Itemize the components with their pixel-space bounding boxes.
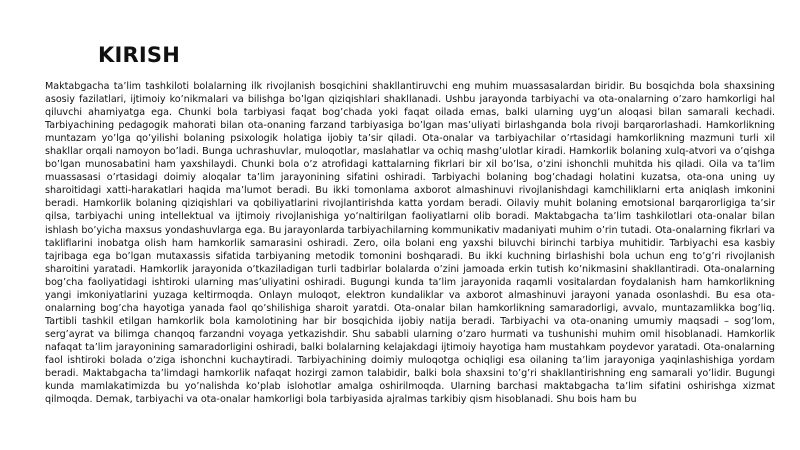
body-paragraph: Maktabgacha ta’lim tashkiloti bolalarning ilk rivojlanish bosqichini shakllantiruvchi eng muhim muassasalardan biridir. Bu bosqichda bola shaxsining asosiy fazilatlari, ijtimoiy ko’nikmalari va bilishga bo’lgan qiziqishlari shakllanadi. Ushbu jarayonda tarbiyachi va ota-onalarning o’zaro hamkorligi hal qiluvchi ahamiyatga ega. Chunki bola tarbiyasi faqat bog’chada yoki faqat oilada emas, balki ularning uyg’un aloqasi bilan samarali kechadi. Tarbiyachining pedagogik mahorati bilan ota-onaning farzand tarbiyasiga bo’lgan mas’uliyati birlashganda bola rivoji barqarorlashadi. Hamkorlikning muntazam yo’lga qo’yilishi bolaning psixologik holatiga ijobiy ta’sir qiladi. Ota-onalar va tarbiyachilar o’rtasidagi hamkorlikning mazmuni turli xil shakllar orqali namoyon bo’ladi. Bunga uchrashuvlar, muloqotlar, maslahatlar va ochiq mashg’ulotlar kiradi. Hamkorlik bolaning xulq-atvori va o’qishga bo’lgan munosabatini ham yaxshilaydi. Chunki bola o’z atrofidagi kattalarning fikrlari bir xil bo’lsa, o’zini ishonchli muhitda his qiladi. Oila va ta’lim muassasasi o’rtasidagi doimiy aloqalar ta’lim jarayonining sifatini oshiradi. Tarbiyachi bolaning bog’chadagi holatini kuzatsa, ota-ona uning uy sharoitidagi xatti-harakatlari haqida ma’lumot beradi. Bu ikki tomonlama axborot almashinuvi rivojlanishdagi kamchiliklarni erta aniqlash imkonini beradi. Hamkorlik bolaning qiziqishlari va qobiliyatlarini rivojlantirishda katta yordam beradi. Oilaviy muhit bolaning emotsional barqarorligiga ta’sir qilsa, tarbiyachi uning intellektual va ijtimoiy rivojlanishiga yo’naltirilgan faoliyatlarni olib boradi. Maktabgacha ta’lim tashkilotlari ota-onalar bilan ishlash bo’yicha maxsus yondashuvlarga ega. Bu jarayonlarda tarbiyachilarning kommunikativ madaniyati muhim o’rin tutadi. Ota-onalarning fikrlari va takliflarini inobatga olish ham hamkorlik samarasini oshiradi. Zero, oila bolani eng yaxshi biluvchi birinchi tarbiya muhitidir. Tarbiyachi esa kasbiy tajribaga ega bo’lgan mutaxassis sifatida tarbiyaning metodik tomonini boshqaradi. Bu ikki kuchning birlashishi bola uchun eng to’g’ri rivojlanish sharoitini yaratadi. Hamkorlik jarayonida o’tkaziladigan turli tadbirlar bolalarda o’zini jamoada erkin tutish ko’nikmasini shakllantiradi. Ota-onalarning bog’cha faoliyatidagi ishtiroki ularning mas’uliyatini oshiradi. Bugungi kunda ta’lim jarayonida raqamli vositalardan foydalanish ham hamkorlikning yangi imkoniyatlarini yuzaga keltirmoqda. Onlayn muloqot, elektron kundaliklar va axborot almashinuvi jarayoni yanada osonlashdi. Bu esa ota-onalarning bog’cha hayotiga yanada faol qo’shilishiga sharoit yaratdi. Ota-onalar bilan hamkorlikning samaradorligi, avvalo, muntazamlikka bog’liq. Tartibli tashkil etilgan hamkorlik bola kamolotining har bir bosqichida ijobiy natija beradi. Tarbiyachi va ota-onaning umumiy maqsadi – sog’lom, serg’ayrat va bilimga chanqoq farzandni voyaga yetkazishdir. Shu sababli ularning o’zaro hurmati va tushunishi muhim omil hisoblanadi. Hamkorlik nafaqat ta’lim jarayonining samaradorligini oshiradi, balki bolalarning kelajakdagi ijtimoiy hayotiga ham mustahkam poydevor yaratadi. Ota-onalarning faol ishtiroki bolada o’ziga ishonchni kuchaytiradi. Tarbiyachining doimiy muloqotga ochiqligi esa oilaning ta’lim jarayoniga yaqinlashishiga yordam beradi. Maktabgacha ta’limdagi hamkorlik nafaqat hozirgi zamon talabidir, balki bola shaxsini to’g’ri shakllantirishning eng samarali yo’lidir. Bugungi kunda mamlakatimizda bu yo’nalishda ko’plab islohotlar amalga oshirilmoqda. Ularning barchasi maktabgacha ta’lim sifatini oshirishga xizmat qilmoqda. Demak, tarbiyachi va ota-onalar hamkorligi bola tarbiyasida ajralmas tarkibiy qism hisoblanadi. Shu bois ham bu [45, 81, 775, 406]
page-title: KIRISH [98, 43, 180, 67]
